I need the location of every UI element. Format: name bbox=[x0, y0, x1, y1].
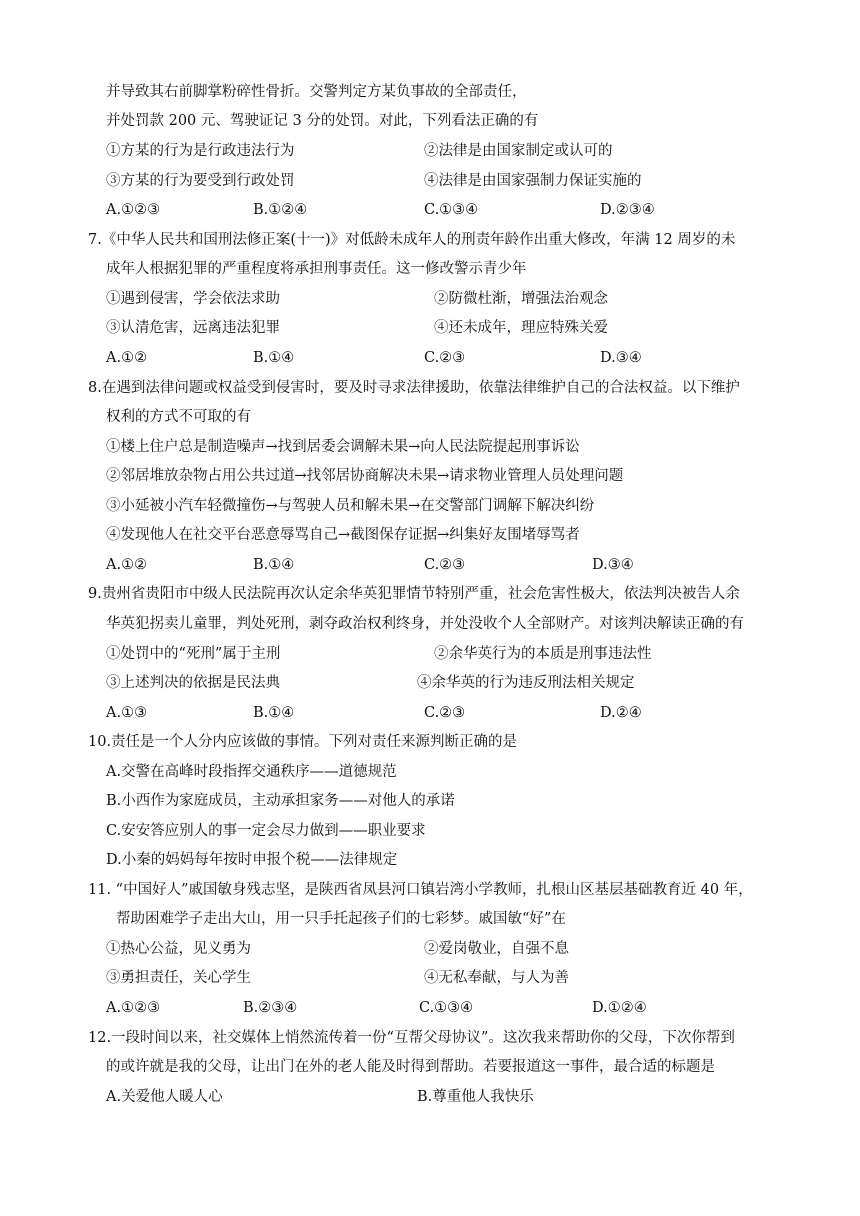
q6-statement-2: ②法律是由国家制定或认可的 bbox=[424, 143, 613, 159]
q6-option-b: B.①②④ bbox=[253, 202, 308, 218]
q10-stem-line1: 10.责任是一个人分内应该做的事情。下列对责任来源判断正确的是 bbox=[88, 734, 518, 750]
q11-statement-4: ④无私奉献，与人为善 bbox=[424, 970, 569, 986]
q12-option-a: A.关爱他人暖人心 bbox=[106, 1089, 223, 1105]
q8-option-a: A.①② bbox=[106, 557, 148, 573]
q8-statement-4: ④发现他人在社交平台恶意辱骂自己→截图保存证据→纠集好友围堵辱骂者 bbox=[106, 527, 580, 543]
q9-option-b: B.①④ bbox=[253, 705, 295, 721]
q12-option-b: B.尊重他人我快乐 bbox=[417, 1089, 534, 1105]
q11-option-d: D.①②④ bbox=[592, 1000, 647, 1016]
q6-stem-line1: 并导致其右前脚掌粉碎性骨折。交警判定方某负事故的全部责任， bbox=[106, 84, 527, 100]
q9-option-d: D.②④ bbox=[600, 705, 642, 721]
q8-stem-line2: 权利的方式不可取的有 bbox=[106, 409, 251, 425]
q9-statement-3: ③上述判决的依据是民法典 bbox=[106, 675, 280, 691]
q11-stem-line1: 11. “中国好人”戚国敏身残志坚，是陕西省凤县河口镇岩湾小学教师，扎根山区基层基础教育近 40 年， bbox=[88, 882, 753, 898]
q10-option-c: C.安安答应别人的事一定会尽力做到——职业要求 bbox=[106, 823, 426, 839]
q9-statement-2: ②余华英行为的本质是刑事违法性 bbox=[434, 646, 652, 662]
q7-option-b: B.①④ bbox=[253, 350, 295, 366]
q11-option-a: A.①②③ bbox=[106, 1000, 161, 1016]
q11-statement-1: ①热心公益，见义勇为 bbox=[106, 941, 251, 957]
q9-statement-1: ①处罚中的“死刑”属于主刑 bbox=[106, 646, 281, 662]
q8-statement-2: ②邻居堆放杂物占用公共过道→找邻居协商解决未果→请求物业管理人员处理问题 bbox=[106, 468, 624, 484]
q11-option-c: C.①③④ bbox=[419, 1000, 474, 1016]
q9-statement-4: ④余华英的行为违反刑法相关规定 bbox=[417, 675, 635, 691]
q7-statement-2: ②防微杜渐，增强法治观念 bbox=[434, 291, 608, 307]
q6-stem-line2: 并处罚款 200 元、驾驶证记 3 分的处罚。对此，下列看法正确的有 bbox=[106, 113, 539, 129]
q9-option-c: C.②③ bbox=[424, 705, 466, 721]
q11-statement-2: ②爱岗敬业，自强不息 bbox=[424, 941, 569, 957]
q6-statement-3: ③方某的行为要受到行政处罚 bbox=[106, 173, 295, 189]
q7-option-c: C.②③ bbox=[424, 350, 466, 366]
q12-stem-line1: 12.一段时间以来，社交媒体上悄然流传着一份“互帮父母协议”。这次我来帮助你的父母，下次你帮到 bbox=[88, 1030, 735, 1046]
q6-option-a: A.①②③ bbox=[106, 202, 161, 218]
q8-stem-line1: 8.在遇到法律问题或权益受到侵害时，要及时寻求法律援助，依靠法律维护自己的合法权益。以下维护 bbox=[88, 380, 740, 396]
q8-option-d: D.③④ bbox=[592, 557, 634, 573]
q7-option-a: A.①② bbox=[106, 350, 148, 366]
q6-option-c: C.①③④ bbox=[424, 202, 479, 218]
q11-statement-3: ③勇担责任，关心学生 bbox=[106, 970, 251, 986]
q10-option-b: B.小西作为家庭成员，主动承担家务——对他人的承诺 bbox=[106, 793, 455, 809]
q9-option-a: A.①③ bbox=[106, 705, 148, 721]
q10-option-a: A.交警在高峰时段指挥交通秩序——道德规范 bbox=[106, 764, 397, 780]
q6-option-d: D.②③④ bbox=[600, 202, 655, 218]
q9-stem-line1: 9.贵州省贵阳市中级人民法院再次认定余华英犯罪情节特别严重，社会危害性极大，依法判决被告人余 bbox=[88, 586, 740, 602]
q6-statement-4: ④法律是由国家强制力保证实施的 bbox=[424, 173, 642, 189]
q8-statement-3: ③小延被小汽车轻微撞伤→与驾驶人员和解未果→在交警部门调解下解决纠纷 bbox=[106, 498, 595, 514]
q9-stem-line2: 华英犯拐卖儿童罪，判处死刑，剥夺政治权利终身，并处没收个人全部财产。对该判决解读正确的有 bbox=[106, 616, 744, 632]
q8-option-b: B.①④ bbox=[253, 557, 295, 573]
q12-stem-line2: 的或许就是我的父母，让出门在外的老人能及时得到帮助。若要报道这一事件，最合适的标题是 bbox=[106, 1059, 715, 1075]
q7-stem-line2: 成年人根据犯罪的严重程度将承担刑事责任。这一修改警示青少年 bbox=[106, 261, 527, 277]
q11-stem-line2: 帮助困难学子走出大山，用一只手托起孩子们的七彩梦。戚国敏“好”在 bbox=[116, 911, 566, 927]
q8-option-c: C.②③ bbox=[424, 557, 466, 573]
q7-option-d: D.③④ bbox=[600, 350, 642, 366]
q7-statement-4: ④还未成年，理应特殊关爱 bbox=[434, 320, 608, 336]
q7-statement-1: ①遇到侵害，学会依法求助 bbox=[106, 291, 280, 307]
q11-option-b: B.②③④ bbox=[243, 1000, 298, 1016]
q7-statement-3: ③认清危害，远离违法犯罪 bbox=[106, 320, 280, 336]
q10-option-d: D.小秦的妈妈每年按时申报个税——法律规定 bbox=[106, 852, 398, 868]
q7-stem-line1: 7.《中华人民共和国刑法修正案(十一)》对低龄未成年人的刑责年龄作出重大修改，年满 12 周岁的未 bbox=[88, 232, 736, 248]
q6-statement-1: ①方某的行为是行政违法行为 bbox=[106, 143, 295, 159]
q8-statement-1: ①楼上住户总是制造噪声→找到居委会调解未果→向人民法院提起刑事诉讼 bbox=[106, 439, 580, 455]
